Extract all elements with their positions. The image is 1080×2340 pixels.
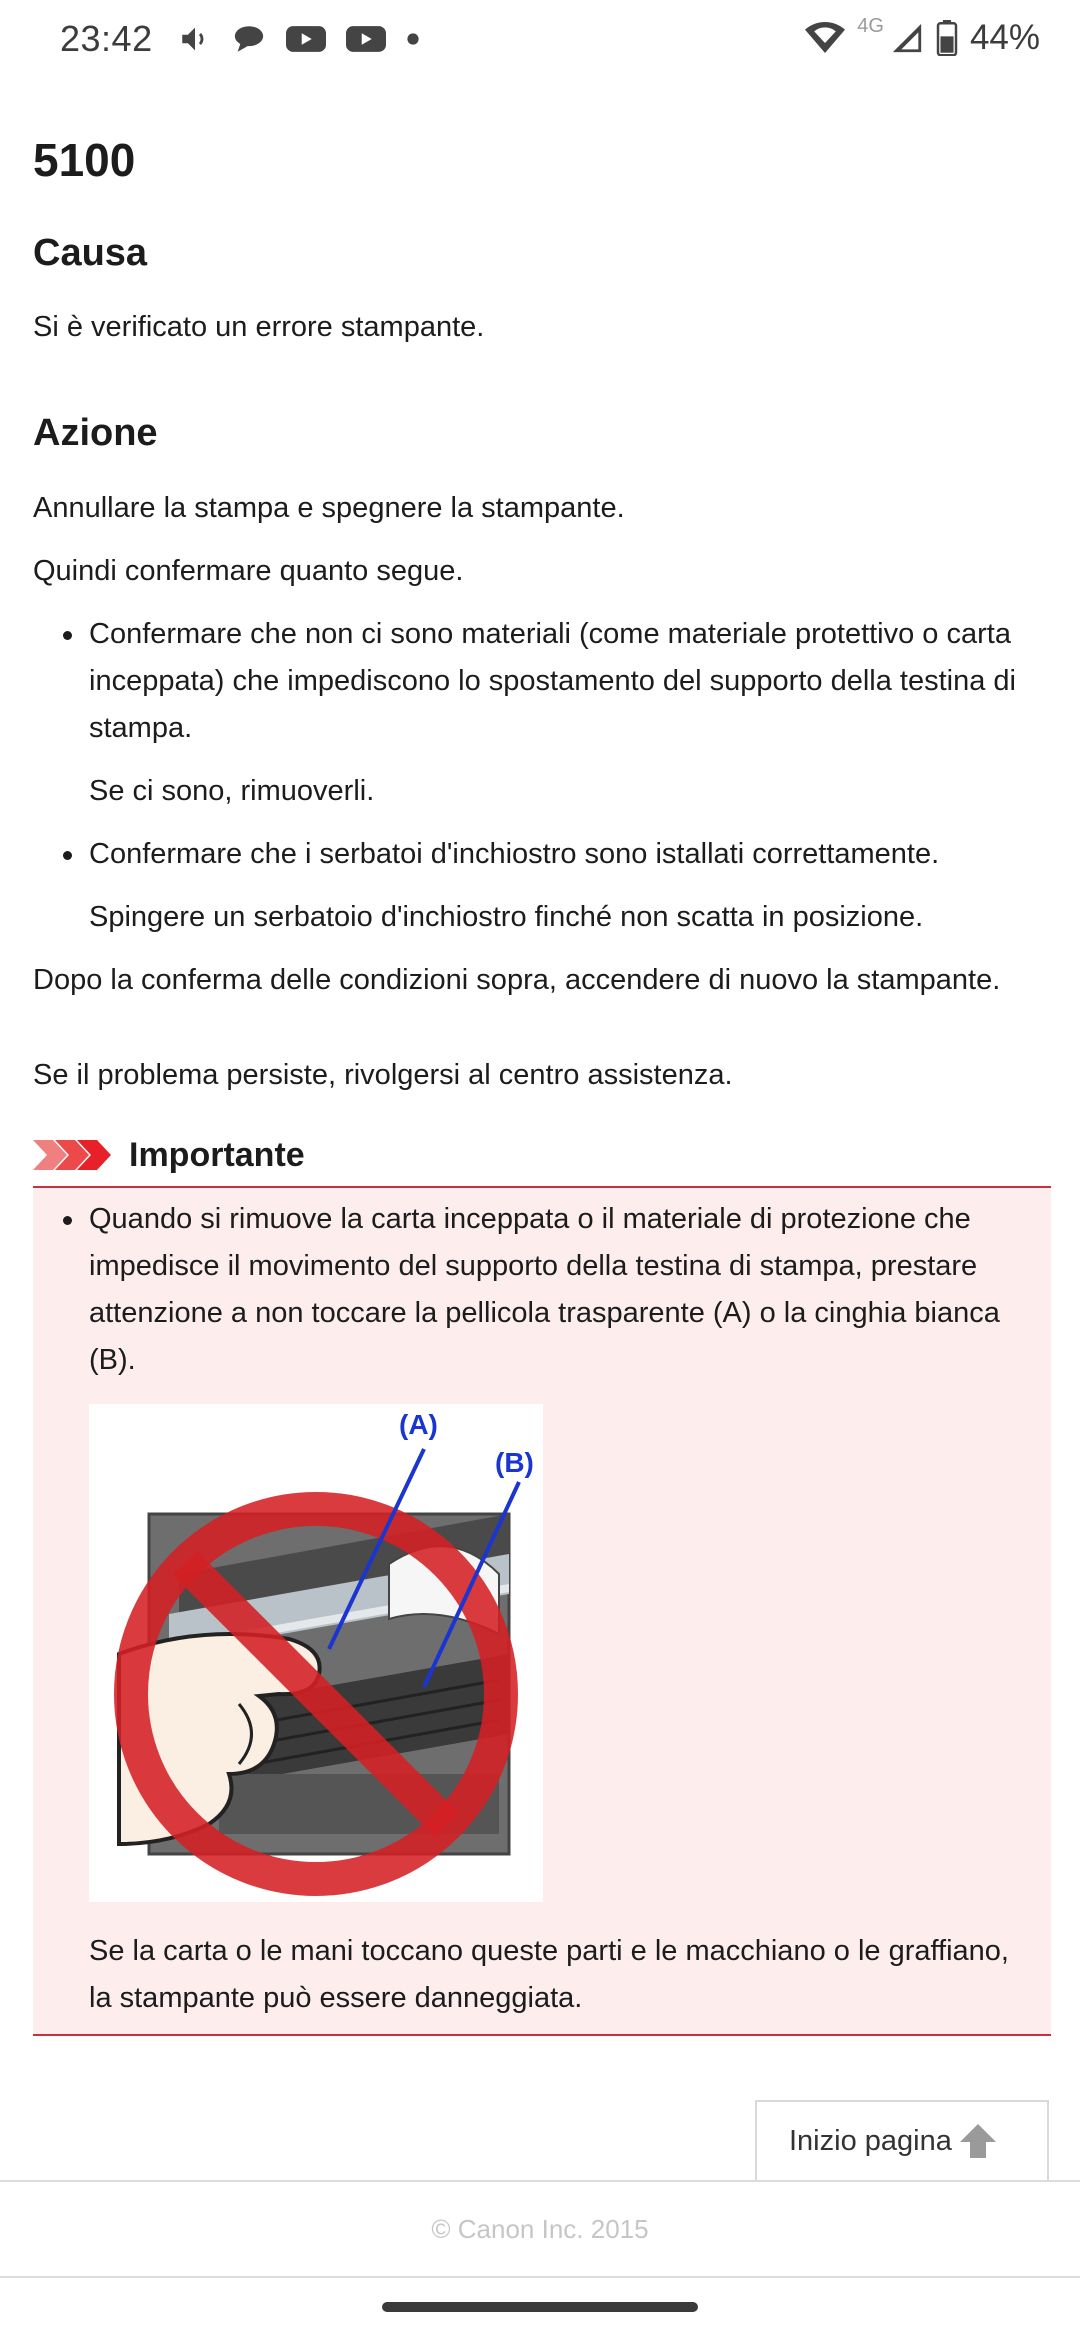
important-note: Se la carta o le mani toccano queste parti e le macchiano o le graffiano, la stampante può essere danneggiata. [89,1935,1009,2014]
battery-icon [936,20,958,56]
status-notification-icons [178,22,420,56]
volume-icon [178,22,212,56]
cause-text: Si è verificato un errore stampante. [33,311,485,343]
youtube-icon [346,22,386,56]
battery-percent: 44% [969,18,1040,57]
important-box [33,1186,1051,2036]
wifi-icon [805,21,845,55]
copyright-text: © Canon Inc. 2015 [431,2213,649,2244]
error-code-title: 5100 [33,134,136,186]
important-title: Importante [129,1135,305,1174]
chat-icon [232,22,266,56]
signal-icon [890,21,924,55]
important-arrows-icon [33,1138,117,1172]
list-item-subtext: Se ci sono, rimuoverli. [89,775,375,807]
cause-heading: Causa [33,232,148,274]
footer [0,2180,1080,2278]
after-paragraph-1: Dopo la conferma delle condizioni sopra, accendere di nuovo la stampante. [33,964,1001,996]
list-item: Confermare che non ci sono materiali (come materiale protettivo o carta inceppata) che impediscono lo spostamento del supporto della testina di stampa. [33,611,1053,752]
action-paragraph-2: Quindi confermare quanto segue. [33,555,464,587]
arrow-up-icon [958,2122,998,2160]
important-list-item: Quando si rimuove la carta inceppata o il materiale di protezione che impedisce il movimento del supporto della testina di stampa, prestare attenzione a non toccare la pellicola trasparente (A) o la cinghia bianca (B). [33,1196,1043,1384]
action-heading: Azione [33,412,158,454]
status-time: 23:42 [60,18,153,59]
action-paragraph-1: Annullare la stampa e spegnere la stampante. [33,492,625,524]
important-header [33,1132,305,1178]
printer-illustration [89,1404,543,1902]
list-item: Confermare che i serbatoi d'inchiostro sono istallati correttamente. [33,831,1053,878]
after-paragraph-2: Se il problema persiste, rivolgersi al centro assistenza. [33,1059,733,1091]
label-b: (B) [495,1447,534,1478]
label-a: (A) [399,1409,438,1440]
gesture-navigation-bar[interactable] [382,2302,698,2312]
dot-icon [406,32,420,46]
printer-warning-illustration [89,1404,543,1902]
status-system-icons [805,14,1040,58]
list-item-subtext: Spingere un serbatoio d'inchiostro finché non scatta in posizione. [89,901,924,933]
back-to-top-button[interactable] [755,2100,1049,2180]
back-to-top-label: Inizio pagina [789,2124,952,2157]
network-type: 4G [857,14,884,37]
status-bar [0,0,1080,84]
youtube-icon [286,22,326,56]
